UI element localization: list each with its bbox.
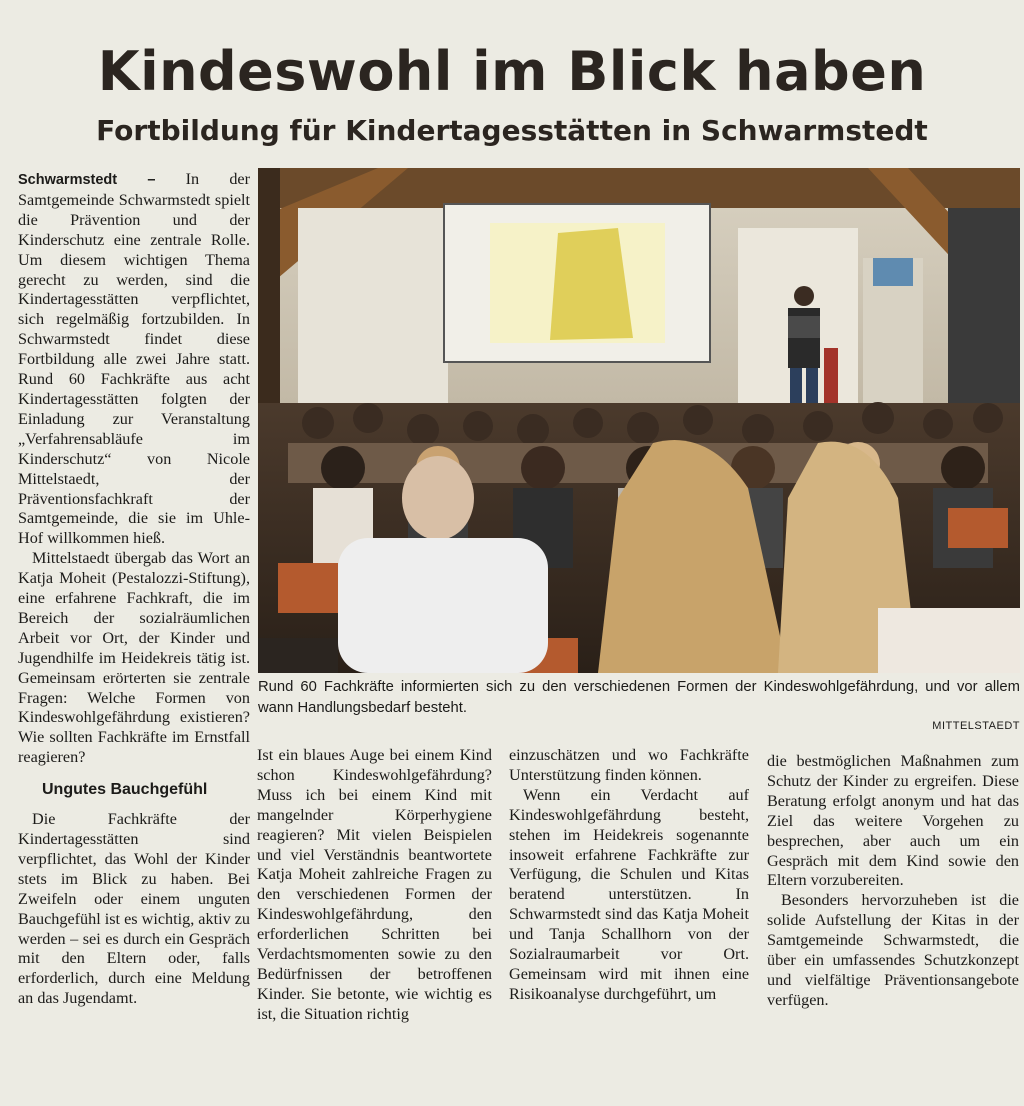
dateline: Schwarmstedt – bbox=[18, 172, 156, 188]
audience-lecture-image bbox=[258, 168, 1020, 673]
subheadline: Fortbildung für Kindertagesstätten in Schwarmstedt bbox=[96, 114, 928, 147]
photo-credit: MITTELSTAEDT bbox=[932, 720, 1020, 732]
col1-p1-text: In der Samtgemeinde Schwarmstedt spielt die Prävention und der Kinderschutz eine zentrale Rolle. Um diesem wichtigen Thema gerecht zu werden, sind die Kindertagesstätten verpflichtet, sich regelmäßig fortzubilden. In Schwarmstedt findet diese Fortbildung alle zwei Jahre statt. Rund 60 Fachkräfte aus acht Kindertagesstätten folgten der Einladung zur Veranstaltung „Verfahrensabläufe im Kinderschutz“ von Nicole Mittelstaedt, der Präventionsfachkraft der Samtgemeinde, die sie im Uhle-Hof willkommen hieß. bbox=[18, 170, 251, 548]
column-3 bbox=[509, 746, 749, 1005]
column-1 bbox=[18, 170, 250, 1009]
event-photo bbox=[258, 168, 1020, 673]
col1-paragraph-1 bbox=[18, 170, 250, 549]
column-2 bbox=[257, 746, 492, 1025]
subheading: Ungutes Bauchgefühl bbox=[42, 781, 208, 799]
column-4 bbox=[767, 752, 1019, 1011]
col3-paragraph-1: einzuschätzen und wo Fachkräfte Unterstützung finden können. bbox=[509, 746, 749, 784]
headline: Kindeswohl im Blick haben bbox=[97, 40, 927, 103]
photo-caption: Rund 60 Fachkräfte informierten sich zu den verschiedenen Formen der Kindeswohlgefährdung, und vor allem wann Handlungsbedarf besteht. bbox=[258, 679, 1020, 716]
col1-paragraph-2: Mittelstaedt übergab das Wort an Katja Moheit (Pestalozzi-Stiftung), eine erfahrene Fachkraft, die im Bereich der sozialräumlichen Arbeit vor Ort, der Kinder und Jugendhilfe im Heidekreis tätig ist. Gemeinsam erörterten sie zentrale Fragen: Welche Formen von Kindeswohlgefährdung existieren? Wie sollten Fachkräfte im Ernstfall reagieren? bbox=[18, 549, 250, 767]
col4-paragraph-1: die bestmöglichen Maßnahmen zum Schutz der Kinder zu ergreifen. Diese Beratung erfolgt anonym und hat das Ziel das weitere Vorgehen zu besprechen, aber auch um ein Gespräch mit dem Kind sowie den Eltern vorzubereiten. bbox=[767, 752, 1019, 890]
col2-paragraph-1: Ist ein blaues Auge bei einem Kind schon Kindeswohlgefährdung? Muss ich bei einem Kind mit mangelnder Körperhygiene reagieren? Mit vielen Beispielen und viel Verständnis beantwortete Katja Moheit zahlreiche Fragen zu den verschiedenen Formen der Kindeswohlgefährdung, den erforderlichen Schritten bei Verdachtsmomenten sowie zu den Bedürfnissen der betroffenen Kinder. Sie betonte, wie wichtig es ist, die Situation richtig bbox=[257, 746, 492, 1023]
col4-paragraph-2: Besonders hervorzuheben ist die solide Aufstellung der Kitas in der Samtgemeinde Schwarmstedt, die über ein umfassendes Schutzkonzept und vielfältige Präventionsangebote verfügen. bbox=[767, 891, 1019, 1009]
col3-paragraph-2: Wenn ein Verdacht auf Kindeswohlgefährdung besteht, stehen im Heidekreis sogenannte insoweit erfahrene Fachkräfte zur Verfügung, die Schulen und Kitas beratend unterstützen. In Schwarmstedt sind das Katja Moheit und Tanja Schallhorn von der Sozialraumarbeit vor Ort. Gemeinsam wird mit ihnen eine Risikoanalyse durchgeführt, um bbox=[509, 785, 749, 1003]
col1-paragraph-3: Die Fachkräfte der Kindertagesstätten sind verpflichtet, das Wohl der Kinder stets im Blick zu haben. Bei Zweifeln oder einem unguten Bauchgefühl ist es wichtig, aktiv zu werden – sei es durch ein Gespräch mit den Eltern oder, falls erforderlich, durch eine Meldung an das Jugendamt. bbox=[18, 810, 250, 1008]
